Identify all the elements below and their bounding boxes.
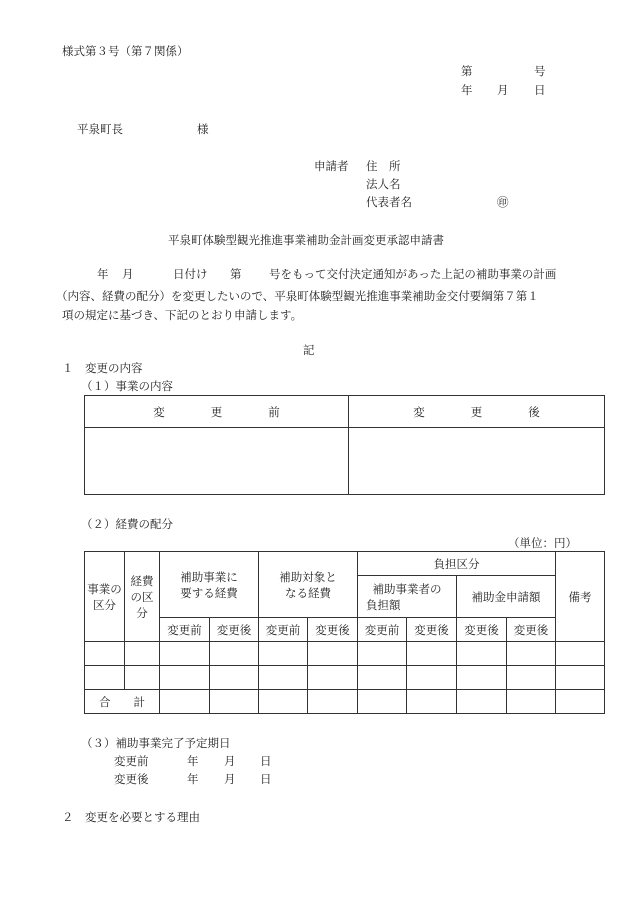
header-keihi-kubun-l2: の区 (130, 589, 154, 604)
sub1-heading: （１）事業の内容 (81, 379, 173, 393)
unit-label: （単位：円） (508, 536, 577, 550)
seal-mark: ㊞ (497, 195, 509, 209)
header-jigyosha-futan-l1: 補助事業者の (372, 581, 442, 596)
header-before: 変更前 (259, 618, 308, 642)
header-keihi-kubun-l3: 分 (136, 605, 148, 620)
header-biko: 備考 (556, 552, 605, 642)
addressee-name: 平泉町長 (77, 122, 123, 136)
body-month: 月 (122, 267, 134, 281)
header-after: 変更後 (407, 618, 457, 642)
doc-number-dai: 第 (461, 64, 473, 78)
applicant-label: 申請者 (314, 159, 349, 173)
header-jigyo-kubun (85, 552, 125, 642)
applicant-address-label: 住 所 (366, 159, 401, 173)
sub3-before-day: 日 (260, 754, 272, 768)
header-jigyo-kubun-l2: 区分 (93, 597, 116, 612)
header-jigyosha-futan (358, 576, 457, 618)
date-year: 年 (461, 83, 473, 97)
form-label: 様式第３号（第７関係） (62, 44, 189, 58)
date-month: 月 (497, 83, 509, 97)
header-keihi-kubun-l1: 経費 (130, 573, 154, 588)
sub3-after-label: 変更後 (114, 772, 149, 786)
header-before: 変更前 (358, 618, 407, 642)
header-after: 変更後 (507, 618, 556, 642)
expense-table (84, 551, 605, 714)
body-line2: （内容、経費の配分）を変更したいので、平泉町体験型観光推進事業補助金交付要綱第７第１ (56, 289, 539, 303)
header-after: 変更後 (308, 618, 358, 642)
header-jigyosha-futan-l2: 負担額 (366, 597, 401, 612)
body-line1-rest: 号をもって交付決定通知があった上記の補助事業の計画 (269, 267, 557, 281)
header-before: 変更前 (160, 618, 210, 642)
section1-heading: １ 変更の内容 (62, 361, 143, 375)
table-row (85, 642, 605, 666)
header-taisho-keihi-l1: 補助対象と (279, 569, 337, 584)
total-row (85, 690, 605, 714)
header-after: 変更後 (457, 618, 507, 642)
sub3-before-month: 月 (224, 754, 236, 768)
document-title: 平泉町体験型観光推進事業補助金計画変更承認申請書 (168, 233, 444, 247)
header-shinsei-gaku: 補助金申請額 (457, 576, 556, 618)
header-yosuru-keihi-l2: 要する経費 (180, 585, 238, 600)
content-change-table (84, 395, 605, 495)
header-jigyo-kubun-l1: 事業の (87, 581, 122, 596)
col-before-header: 変 更 前 (85, 396, 349, 428)
section2-heading: ２ 変更を必要とする理由 (62, 810, 200, 824)
header-futan-kubun: 負担区分 (358, 552, 556, 576)
body-dated: 日付け (173, 267, 208, 281)
header-after: 変更後 (210, 618, 259, 642)
content-before-cell (85, 428, 349, 495)
sub2-heading: （２）経費の配分 (81, 517, 173, 531)
header-taisho-keihi-l2: なる経費 (285, 585, 331, 600)
sub3-after-year: 年 (187, 772, 199, 786)
sub3-after-month: 月 (224, 772, 236, 786)
applicant-rep-label: 代表者名 (366, 195, 412, 209)
body-line3: 項の規定に基づき、下記のとおり申請します。 (62, 308, 303, 322)
total-label: 合 計 (85, 690, 160, 714)
header-yosuru-keihi (160, 552, 259, 618)
applicant-corp-label: 法人名 (366, 177, 401, 191)
body-year: 年 (97, 267, 109, 281)
sub3-before-year: 年 (187, 754, 199, 768)
addressee-sama: 様 (197, 122, 209, 136)
sub3-before-label: 変更前 (114, 754, 149, 768)
header-yosuru-keihi-l1: 補助事業に (180, 569, 238, 584)
sub3-heading: （３）補助事業完了予定期日 (81, 736, 231, 750)
header-keihi-kubun (125, 552, 160, 642)
sub3-after-day: 日 (260, 772, 272, 786)
doc-number-go: 号 (534, 64, 546, 78)
col-after-header: 変 更 後 (349, 396, 605, 428)
ki-heading: 記 (303, 343, 315, 357)
date-day: 日 (534, 83, 546, 97)
header-taisho-keihi (259, 552, 358, 618)
table-row (85, 666, 605, 690)
content-after-cell (349, 428, 605, 495)
body-dai: 第 (230, 267, 242, 281)
